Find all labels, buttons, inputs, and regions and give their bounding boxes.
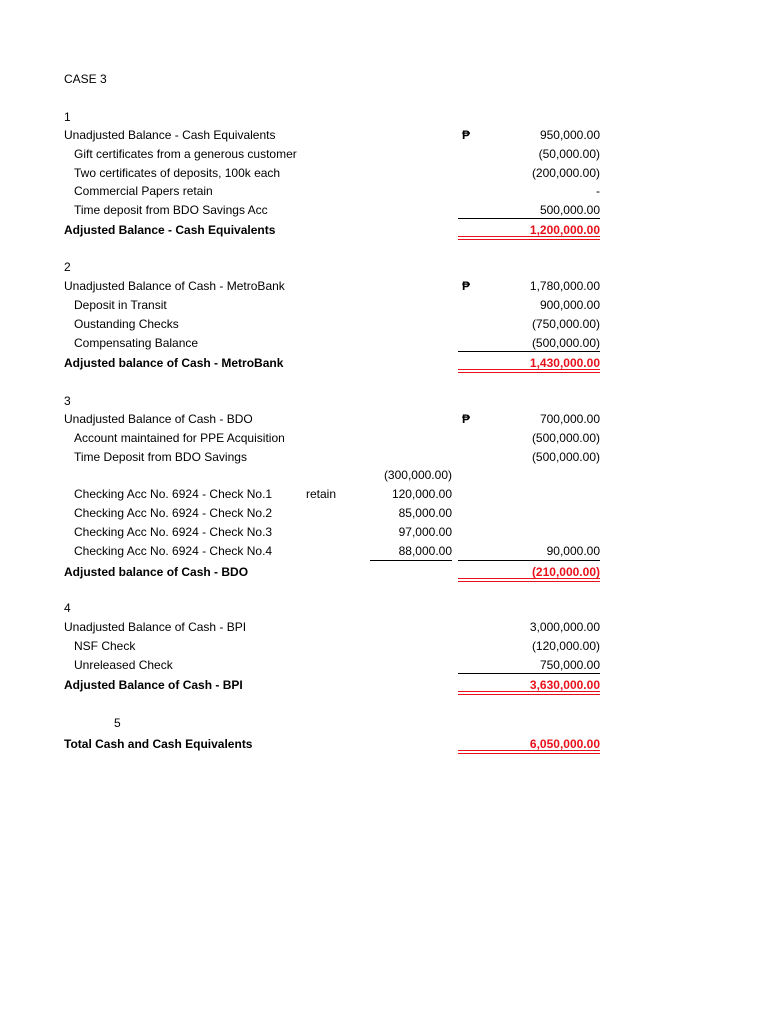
section-3-item-amount: (500,000.00) — [531, 431, 600, 445]
section-1-item-label: Two certificates of deposits, 100k each — [74, 166, 281, 180]
check-mid-amount: 120,000.00 — [391, 487, 452, 501]
section-2-unadjusted-label: Unadjusted Balance of Cash - MetroBank — [64, 279, 285, 293]
section-5-number: 5 — [114, 716, 121, 730]
total-amount: 6,050,000.00 — [529, 737, 600, 751]
section-1-number: 1 — [64, 110, 71, 124]
subtotal-rule — [458, 560, 600, 561]
section-2-unadjusted-amount: 1,780,000.00 — [529, 279, 600, 293]
section-3-item-label: Time Deposit from BDO Savings — [74, 450, 247, 464]
section-2-number: 2 — [64, 260, 71, 274]
double-underline — [458, 750, 600, 754]
checks-total-mid: (300,000.00) — [383, 468, 452, 482]
section-3-adjusted-label: Adjusted balance of Cash - BDO — [64, 565, 249, 579]
section-1-item-label: Time deposit from BDO Savings Acc — [74, 203, 268, 217]
section-4-item-label: NSF Check — [74, 639, 136, 653]
section-2-item-amount: (500,000.00) — [531, 336, 600, 350]
section-2-item-label: Deposit in Transit — [74, 298, 167, 312]
section-1-item-label: Gift certificates from a generous customer — [74, 147, 297, 161]
section-1-unadjusted-amount: 950,000.00 — [539, 128, 600, 142]
section-4-number: 4 — [64, 601, 71, 615]
section-2-adjusted-label: Adjusted balance of Cash - MetroBank — [64, 356, 284, 370]
section-1-item-amount: (50,000.00) — [538, 147, 600, 161]
section-2-item-label: Compensating Balance — [74, 336, 199, 350]
subtotal-rule — [458, 673, 600, 674]
subtotal-rule — [458, 351, 600, 352]
check-label: Checking Acc No. 6924 - Check No.2 — [74, 506, 273, 520]
section-2-item-amount: (750,000.00) — [531, 317, 600, 331]
double-underline — [458, 578, 600, 582]
check-mid-amount: 97,000.00 — [398, 525, 452, 539]
section-2-adjusted-amount: 1,430,000.00 — [529, 356, 600, 370]
section-3-item-amount: 90,000.00 — [546, 544, 600, 558]
case-title: CASE 3 — [64, 72, 107, 86]
section-2-item-label: Oustanding Checks — [74, 317, 179, 331]
section-4-item-amount: 750,000.00 — [539, 658, 600, 672]
section-3-unadjusted-amount: 700,000.00 — [539, 412, 600, 426]
section-1-unadjusted-label: Unadjusted Balance - Cash Equivalents — [64, 128, 276, 142]
double-underline — [458, 236, 600, 240]
peso-sign: ₱ — [462, 279, 471, 293]
check-label: Checking Acc No. 6924 - Check No.3 — [74, 525, 273, 539]
section-1-item-label: Commercial Papers retain — [74, 184, 213, 198]
check-label: Checking Acc No. 6924 - Check No.4 — [74, 544, 273, 558]
double-underline — [458, 691, 600, 695]
section-3-unadjusted-label: Unadjusted Balance of Cash - BDO — [64, 412, 253, 426]
section-1-adjusted-label: Adjusted Balance - Cash Equivalents — [64, 223, 276, 237]
section-4-unadjusted-amount: 3,000,000.00 — [529, 620, 600, 634]
section-4-adjusted-amount: 3,630,000.00 — [529, 678, 600, 692]
section-2-item-amount: 900,000.00 — [539, 298, 600, 312]
section-1-item-amount: - — [596, 184, 600, 198]
section-4-item-amount: (120,000.00) — [531, 639, 600, 653]
section-3-adjusted-amount: (210,000.00) — [531, 565, 600, 579]
section-3-item-amount: (500,000.00) — [531, 450, 600, 464]
total-label: Total Cash and Cash Equivalents — [64, 737, 253, 751]
section-1-adjusted-amount: 1,200,000.00 — [529, 223, 600, 237]
peso-sign: ₱ — [462, 128, 471, 142]
check-mid-amount: 88,000.00 — [398, 544, 452, 558]
section-4-adjusted-label: Adjusted Balance of Cash - BPI — [64, 678, 243, 692]
section-1-item-amount: 500,000.00 — [539, 203, 600, 217]
check-mid-amount: 85,000.00 — [398, 506, 452, 520]
peso-sign: ₱ — [462, 412, 471, 426]
check-label: Checking Acc No. 6924 - Check No.1 — [74, 487, 273, 501]
section-3-number: 3 — [64, 394, 71, 408]
section-3-item-label: Account maintained for PPE Acquisition — [74, 431, 285, 445]
section-1-item-amount: (200,000.00) — [531, 166, 600, 180]
subtotal-rule — [458, 218, 600, 219]
section-4-item-label: Unreleased Check — [74, 658, 173, 672]
check-note: retain — [306, 487, 337, 501]
double-underline — [458, 369, 600, 373]
section-4-unadjusted-label: Unadjusted Balance of Cash - BPI — [64, 620, 247, 634]
subtotal-rule — [370, 560, 452, 561]
